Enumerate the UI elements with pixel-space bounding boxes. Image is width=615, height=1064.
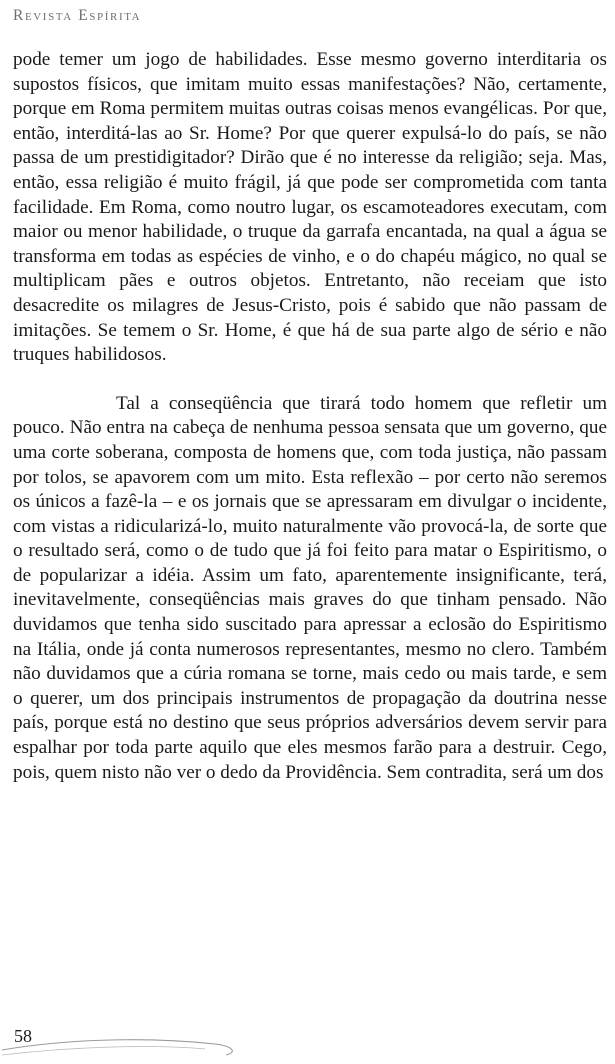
footer-swoosh-ornament xyxy=(0,1014,260,1064)
page-footer xyxy=(0,1014,615,1064)
page-body xyxy=(13,48,607,785)
paragraph: Tal a conseqüência que tirará todo homem que refletir um pouco. Não entra na cabeça de nenhuma pessoa sensata que um governo, que uma corte soberana, composta de homens que, com toda justiça, não passam por tolos, se apavorem com um mito. Esta reflexão – por certo não seremos os únicos a fazê-la – e os jornais que se apressaram em divulgar o incidente, com vistas a ridicularizá-lo, muito naturalmente vão provocá-la, de sorte que o resultado será, como o de tudo que já foi feito para matar o Espiritismo, o de popularizar a idéia. Assim um fato, aparentemente insignificante, terá, inevitavelmente, conseqüências mais graves do que tinham pensado. Não duvidamos que tenha sido suscitado para apressar a eclosão do Espiritismo na Itália, onde já conta numerosos representantes, mesmo no clero. Também não duvidamos que a cúria romana se torne, mais cedo ou mais tarde, e sem o querer, um dos principais instrumentos de propagação da doutrina nesse país, porque está no destino que seus próprios adversários devem servir para espalhar por toda parte aquilo que eles mesmos farão para a destruir. Cego, pois, quem nisto não ver o dedo da Providência. Sem contradita, será um dos xyxy=(13,392,607,783)
page-number: 58 xyxy=(14,1026,32,1046)
running-header: Revista Espírita xyxy=(13,7,142,24)
paragraph: pode temer um jogo de habilidades. Esse mesmo governo interditaria os supostos físicos, que imitam muito essas manifestações? Não, certamente, porque em Roma permitem muitas outras coisas menos evangélicas. Por que, então, interditá-las ao Sr. Home? Por que querer expulsá-lo do país, se não passa de um prestidigitador? Dirão que é no interesse da religião; seja. Mas, então, essa religião é muito frágil, já que pode ser comprometida com tanta facilidade. Em Roma, como noutro lugar, os escamoteadores executam, com maior ou menor habilidade, o truque da garrafa encantada, na qual a água se transforma em todas as espécies de vinho, e o do chapéu mágico, no qual se multiplicam pães e outros objetos. Entretanto, não receiam que isto desacredite os milagres de Jesus-Cristo, pois é sabido que não passam de imitações. Se temem o Sr. Home, é que há de sua parte algo de sério e não truques habilidosos. xyxy=(13,49,607,366)
